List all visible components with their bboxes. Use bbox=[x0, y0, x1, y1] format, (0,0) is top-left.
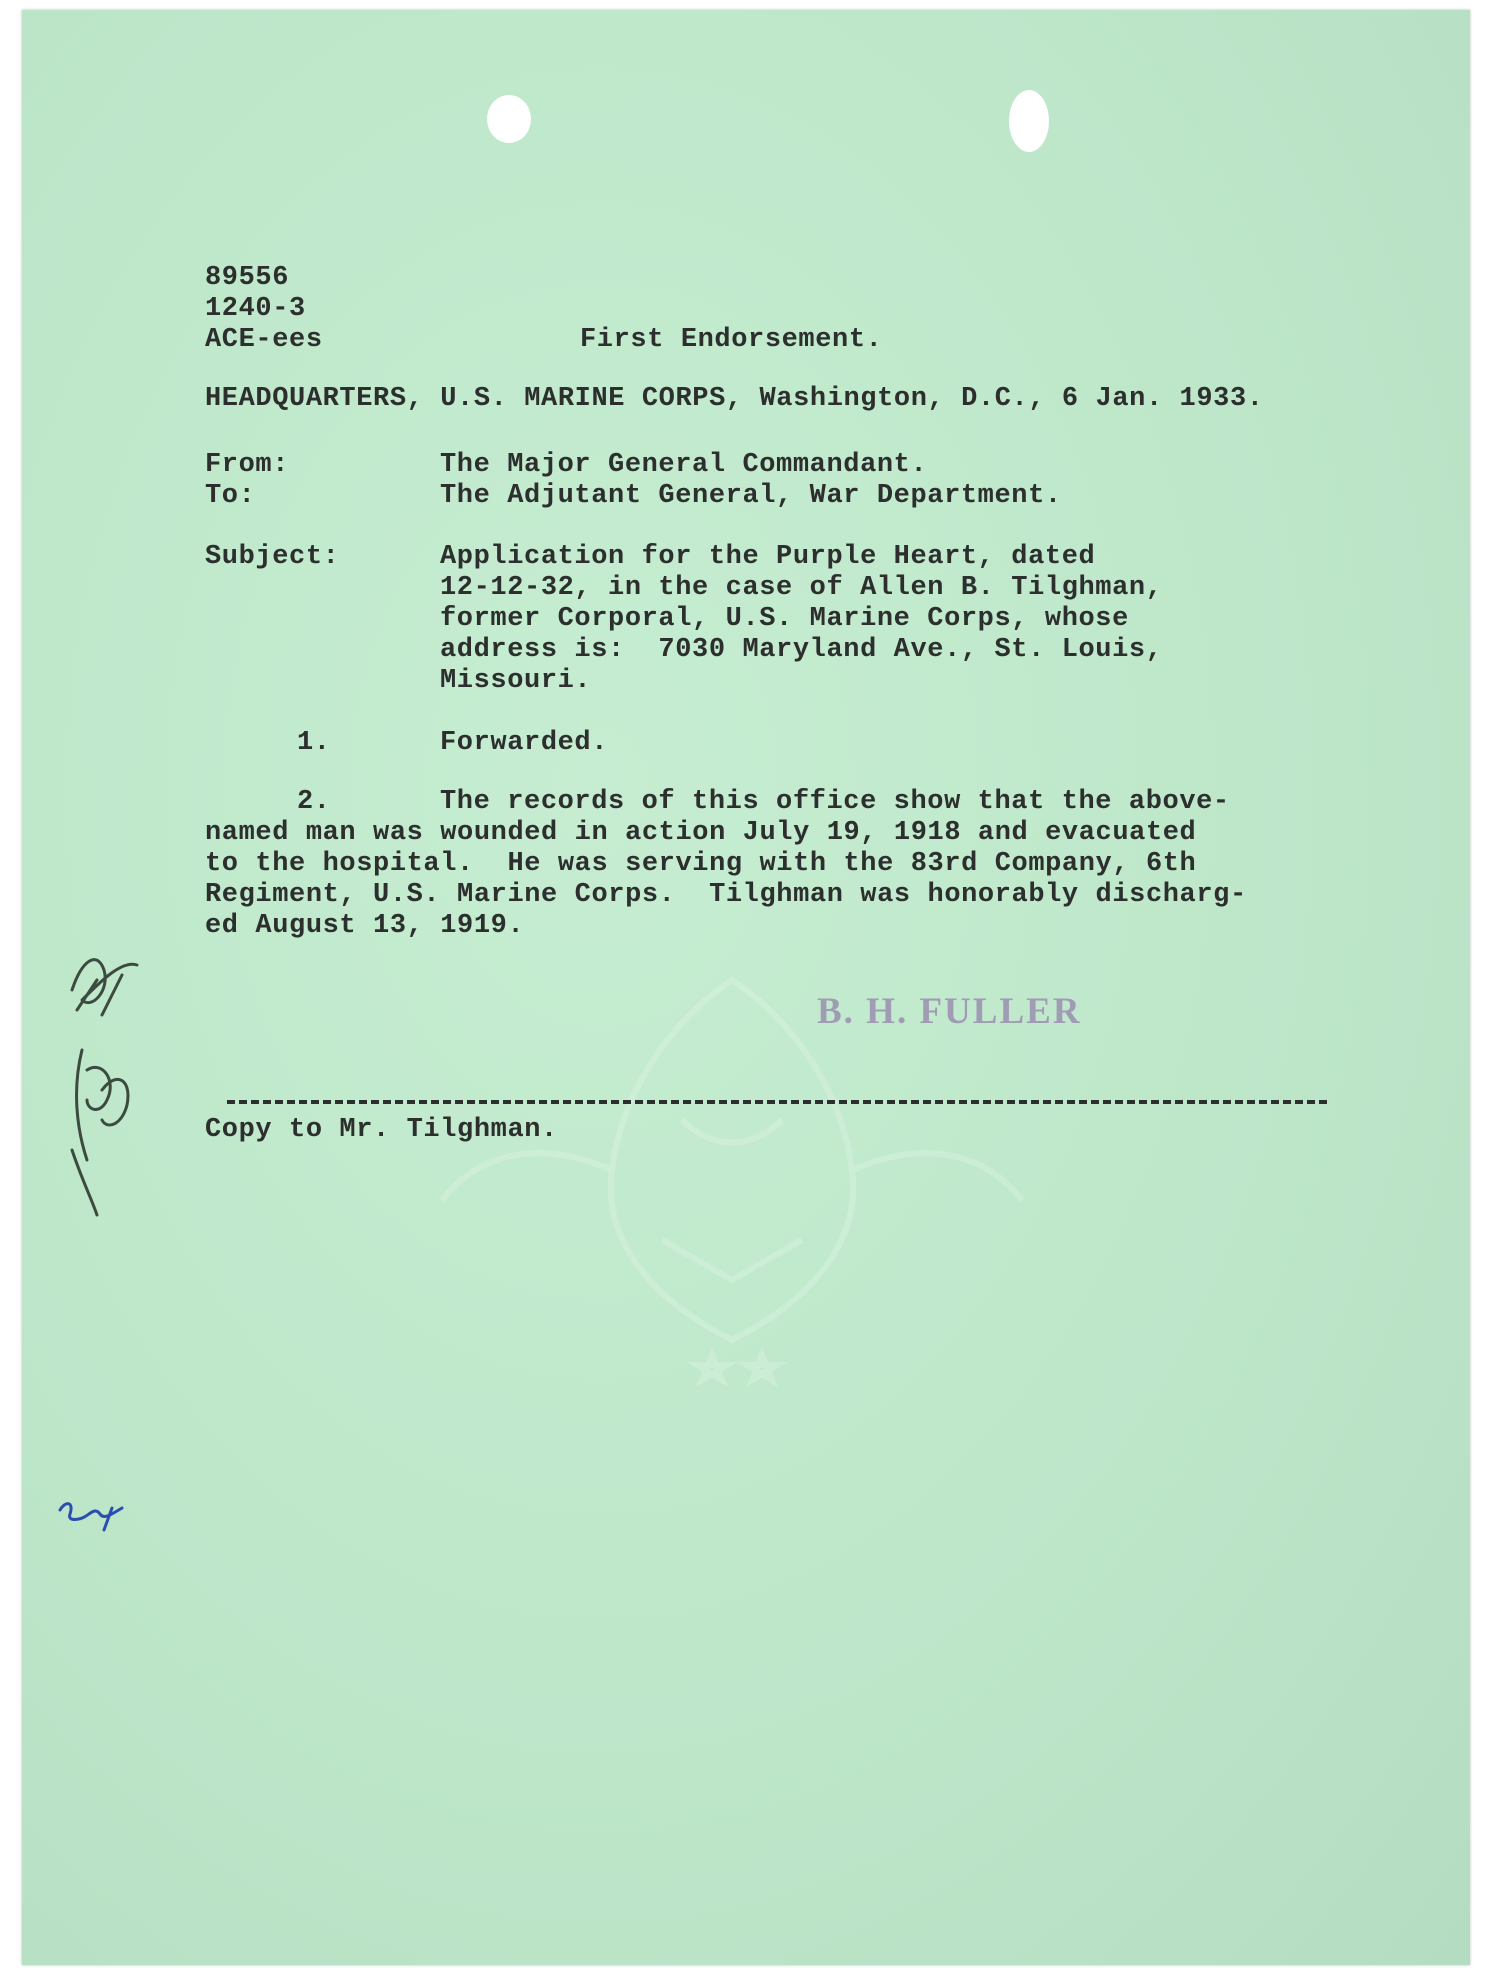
subject-line: 12-12-32, in the case of Allen B. Tilghman, bbox=[440, 573, 1163, 603]
typist-initials: ACE-ees bbox=[205, 325, 323, 355]
subject-line: Missouri. bbox=[440, 666, 592, 696]
paragraph-2-line: to the hospital. He was serving with the 83rd Company, 6th bbox=[205, 849, 1197, 879]
copy-to-line: Copy to Mr. Tilghman. bbox=[205, 1115, 558, 1145]
from-label: From: bbox=[205, 450, 290, 480]
paragraph-1-text: Forwarded. bbox=[440, 728, 609, 758]
to-label: To: bbox=[205, 481, 256, 511]
subject-label: Subject: bbox=[205, 542, 340, 572]
file-number: 89556 bbox=[205, 263, 290, 293]
paragraph-2-line: named man was wounded in action July 19, 1918 and evacuated bbox=[205, 818, 1197, 848]
subject-line: former Corporal, U.S. Marine Corps, whose bbox=[440, 604, 1129, 634]
subject-line: address is: 7030 Maryland Ave., St. Louis, bbox=[440, 635, 1163, 665]
paragraph-2-number: 2. bbox=[297, 787, 331, 817]
punch-hole-right bbox=[1009, 90, 1049, 152]
document-sheet bbox=[22, 10, 1470, 1965]
headquarters-line: HEADQUARTERS, U.S. MARINE CORPS, Washington, D.C., 6 Jan. 1933. bbox=[205, 384, 1264, 414]
dashed-divider bbox=[227, 1100, 1327, 1104]
paragraph-2-line: ed August 13, 1919. bbox=[205, 911, 525, 941]
from-value: The Major General Commandant. bbox=[440, 450, 928, 480]
paragraph-1-number: 1. bbox=[297, 728, 331, 758]
to-value: The Adjutant General, War Department. bbox=[440, 481, 1062, 511]
paragraph-2-line: Regiment, U.S. Marine Corps. Tilghman was honorably discharg- bbox=[205, 880, 1247, 910]
subject-line: Application for the Purple Heart, dated bbox=[440, 542, 1096, 572]
blue-ink-mark-icon bbox=[52, 1490, 132, 1540]
signature-stamp: B. H. FULLER bbox=[817, 991, 1082, 1032]
document-title: First Endorsement. bbox=[580, 325, 883, 355]
paragraph-2-line: The records of this office show that the above- bbox=[440, 787, 1230, 817]
reference-number: 1240-3 bbox=[205, 294, 306, 324]
punch-hole-left bbox=[487, 95, 531, 143]
handwritten-initials-icon bbox=[42, 920, 152, 1220]
